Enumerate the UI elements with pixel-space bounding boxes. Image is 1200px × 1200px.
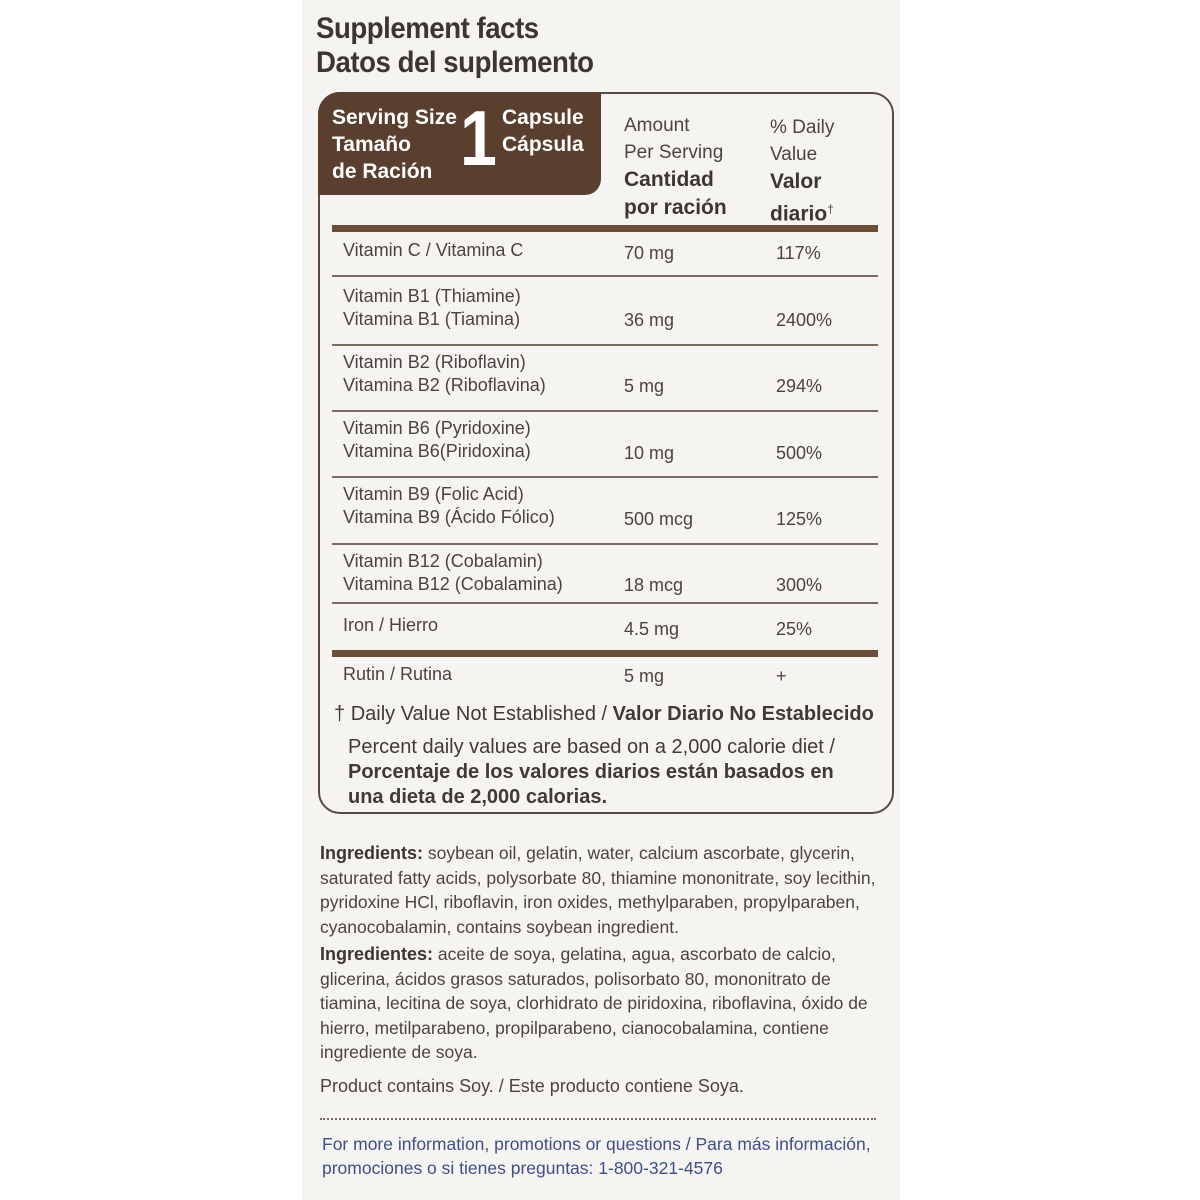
- daily-value-header: [770, 114, 834, 228]
- nutrient-amount: 4.5 mg: [624, 619, 680, 639]
- serving-unit-es: Cápsula: [502, 133, 584, 156]
- nutrient-name-line: Vitamin B6 (Pyridoxine): [343, 418, 531, 438]
- footnote-dagger: †: [334, 703, 346, 725]
- dv-header-es1: Valor: [770, 170, 822, 193]
- serving-size-label-es1: Tamaño: [332, 133, 411, 156]
- nutrient-daily-value: 2400%: [776, 310, 833, 330]
- amount-header-es2: por ración: [624, 196, 727, 219]
- serving-size-label-es2: de Ración: [332, 160, 433, 183]
- amount-header: [624, 112, 727, 222]
- nutrient-name: [343, 239, 523, 262]
- nutrient-daily-value: 25%: [776, 619, 813, 639]
- nutrient-name: [343, 285, 521, 331]
- nutrient-amount: 5 mg: [624, 376, 665, 396]
- amount-header-en1: Amount: [624, 115, 690, 136]
- nutrient-name: [343, 550, 563, 596]
- title-spanish: Datos del suplemento: [316, 46, 594, 79]
- footnote-spanish: Valor Diario No Establecido: [612, 703, 874, 725]
- serving-size-block: [318, 92, 601, 195]
- nutrient-amount: 70 mg: [624, 243, 675, 263]
- nutrient-name-line: Vitamina B6(Piridoxina): [343, 441, 531, 461]
- nutrient-amount: 500 mcg: [624, 509, 694, 529]
- nutrient-amount: 36 mg: [624, 310, 675, 330]
- daily-value-basis: [348, 735, 835, 810]
- nutrient-name-line: Vitamina B9 (Ácido Fólico): [343, 507, 555, 527]
- nutrient-name: [343, 351, 546, 397]
- ingredients-spanish: [320, 942, 886, 1065]
- nutrient-daily-value: 294%: [776, 376, 823, 396]
- dv-basis-spanish-1: Porcentaje de los valores diarios están basados en: [348, 761, 834, 783]
- nutrient-name-line: Vitamin B2 (Riboflavin): [343, 352, 526, 372]
- row-divider: [332, 543, 878, 545]
- other-ingredient-name: Rutin / Rutina: [343, 664, 453, 684]
- nutrient-daily-value: 125%: [776, 509, 823, 529]
- nutrient-name: [343, 483, 555, 529]
- contact-info: For more information, promotions or questions / Para más información, promociones o si tienes preguntas: 1-800-321-4576: [322, 1134, 871, 1178]
- serving-size-label-en: Serving Size: [332, 106, 457, 129]
- nutrient-amount: 18 mcg: [624, 575, 684, 595]
- dv-basis-english: Percent daily values are based on a 2,000 calorie diet /: [348, 736, 835, 758]
- ingredients-text-en: soybean oil, gelatin, water, calcium ascorbate, glycerin, saturated fatty acids, polysorbate 80, thiamine mononitrate, soy lecithin, pyridoxine HCl, riboflavin, iron oxides, methylparaben, propylparaben, cyanocobalamin, contains soybean ingredient.: [320, 843, 876, 937]
- row-divider: [332, 344, 878, 346]
- dv-header-en1: % Daily: [770, 117, 835, 138]
- nutrient-name-line: Vitamin B9 (Folic Acid): [343, 484, 524, 504]
- row-divider: [332, 275, 878, 277]
- serving-size-number: 1: [460, 94, 497, 182]
- nutrient-name-line: Vitamina B1 (Tiamina): [343, 309, 521, 329]
- nutrient-name: [343, 614, 438, 637]
- nutrient-amount: 10 mg: [624, 443, 675, 463]
- serving-unit-en: Capsule: [502, 106, 584, 129]
- nutrient-daily-value: 500%: [776, 443, 823, 463]
- nutrient-name-line: Vitamina B12 (Cobalamina): [343, 574, 563, 594]
- nutrient-name-line: Vitamin B12 (Cobalamin): [343, 551, 543, 571]
- dv-header-es2: diario: [770, 202, 828, 226]
- nutrient-name-line: Vitamin B1 (Thiamine): [343, 286, 521, 306]
- serving-size-label: [332, 104, 457, 185]
- amount-header-en2: Per Serving: [624, 142, 724, 163]
- nutrient-daily-value: 300%: [776, 575, 823, 595]
- row-divider: [332, 410, 878, 412]
- nutrient-daily-value: 117%: [776, 243, 821, 263]
- ingredients-label-en: Ingredients:: [320, 843, 424, 863]
- ingredients-text-es: aceite de soya, gelatina, agua, ascorbato de calcio, glicerina, ácidos grasos saturados, polisorbato 80, mononitrato de tiamina, lecitina de soya, clorhidrato de piridoxina, riboflavina, óxido de hierro, metilparabeno, propilparabeno, cianocobalamina, contiene ingrediente de soya.: [320, 944, 868, 1063]
- other-ingredient-amount: 5 mg: [624, 666, 665, 686]
- nutrient-name: [343, 417, 531, 463]
- dv-header-en2: Value: [770, 144, 818, 165]
- serving-unit: [502, 104, 584, 158]
- row-divider: [332, 476, 878, 478]
- title-english: Supplement facts: [316, 12, 539, 45]
- row-divider: [332, 602, 878, 604]
- dagger-mark: †: [827, 202, 834, 216]
- header-rule: [332, 225, 878, 232]
- soy-notice: Product contains Soy. / Este producto contiene Soya.: [320, 1076, 744, 1096]
- ingredients-english: [320, 841, 886, 939]
- footnote-english: Daily Value Not Established /: [350, 703, 613, 725]
- dotted-divider: [320, 1118, 876, 1120]
- nutrient-name-line: Vitamina B2 (Riboflavina): [343, 375, 546, 395]
- amount-header-es1: Cantidad: [624, 168, 714, 191]
- section-rule: [332, 650, 878, 657]
- dv-basis-spanish-2: una dieta de 2,000 calorias.: [348, 786, 608, 808]
- ingredients-label-es: Ingredientes:: [320, 944, 434, 964]
- other-ingredient-daily-value: +: [776, 666, 787, 686]
- nutrient-name-line: Iron / Hierro: [343, 615, 439, 635]
- nutrient-name-line: Vitamin C / Vitamina C: [343, 240, 524, 260]
- daily-value-footnote: [334, 703, 874, 726]
